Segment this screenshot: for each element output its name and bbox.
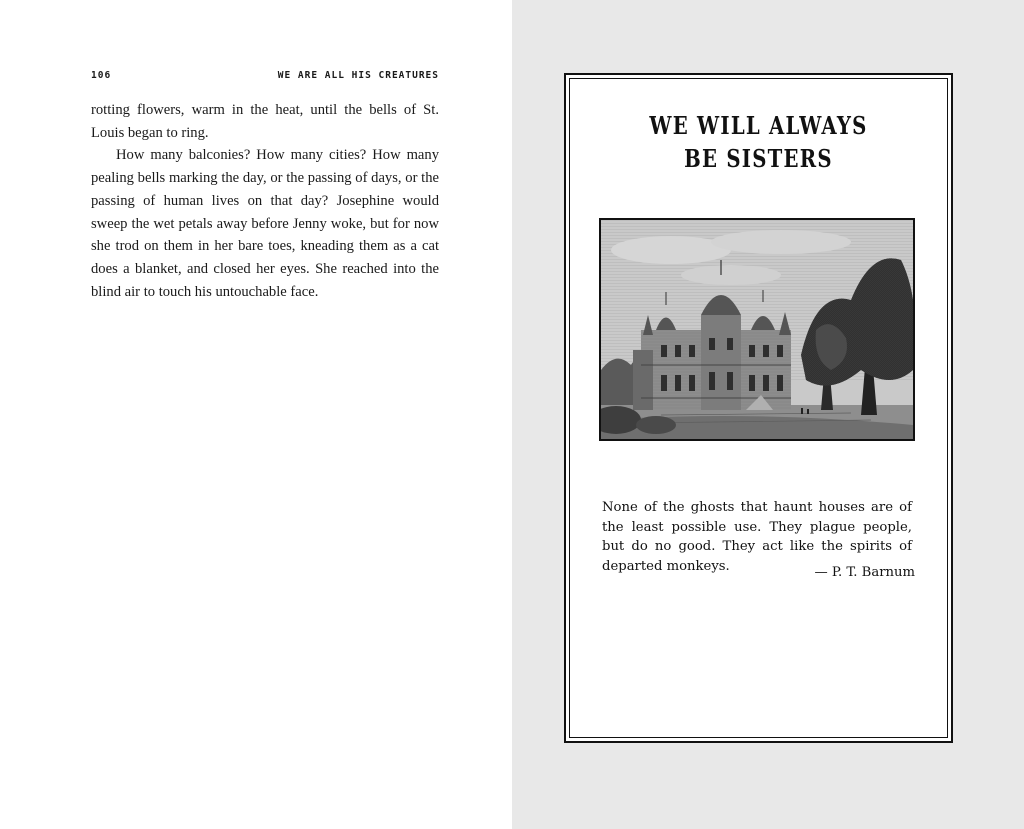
mansion-engraving-image [599, 218, 915, 441]
epigraph-text: None of the ghosts that haunt houses are of the least possible use. They plague people, but do no good. They act like the spirits of departed monkeys. [602, 500, 912, 574]
running-head [91, 70, 439, 86]
epigraph-attribution: — P. T. Barnum [814, 565, 915, 580]
paragraph: rotting flowers, warm in the heat, until the bells of St. Louis began to ring. [91, 102, 439, 141]
chapter-title [601, 109, 917, 175]
chapter-title-line: WE WILL ALWAYS [649, 111, 868, 140]
page-number: 106 [91, 70, 112, 81]
paragraph: How many balconies? How many cities? How many pealing bells marking the day, or the passing of days, or the passing of human lives on that day? Josephine would sweep the wet petals away before Jenny woke, but for now she trod on them in her bare toes, kneading them as a cat does a blanket, and closed her eyes. She reached into the blind air to touch his untouchable face. [91, 147, 439, 300]
body-text [91, 99, 439, 303]
chapter-opener-frame [564, 73, 953, 743]
chapter-title-line: BE SISTERS [684, 144, 833, 173]
running-title: WE ARE ALL HIS CREATURES [277, 70, 439, 81]
